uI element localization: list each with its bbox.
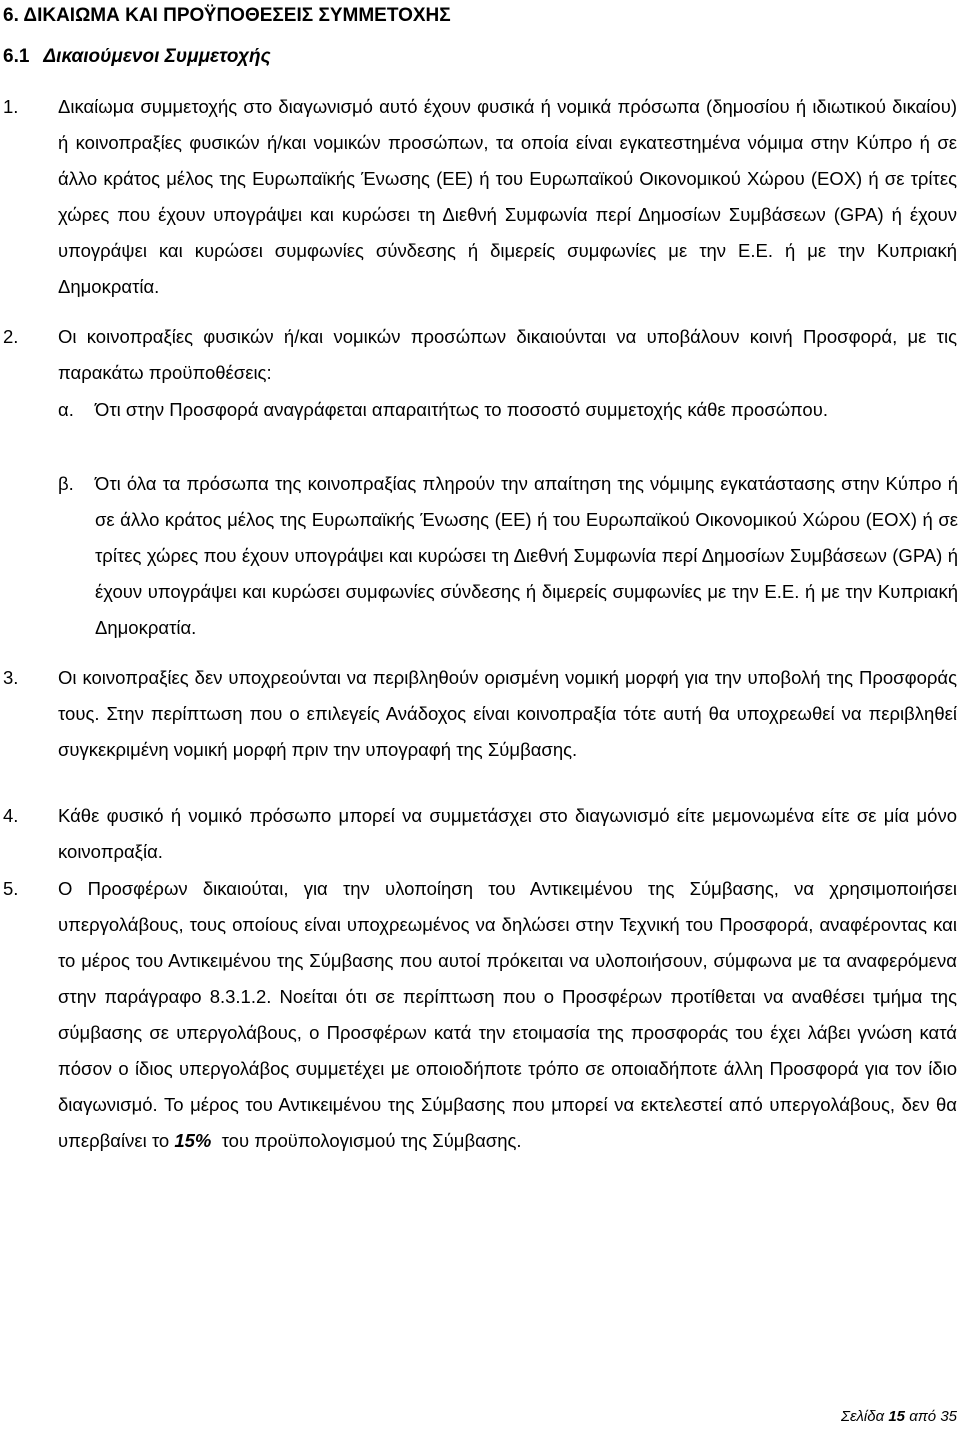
list-item-number: 2. [3,326,19,347]
list-item-3 [3,660,957,768]
sub-item-text: Ότι στην Προσφορά αναγράφεται απαραιτήτως το ποσοστό συμμετοχής κάθε προσώπου. [95,399,828,420]
list-item-number: 3. [3,667,19,688]
subsection-heading [3,45,271,69]
sub-item-text: Ότι όλα τα πρόσωπα της κοινοπραξίας πληρούν την απαίτηση της νόμιμης εγκατάστασης στην Κύπρο ή σε άλλο κράτος μέλος της Ευρωπαϊκής Ένωσης (ΕΕ) ή του Ευρωπαϊκού Οικονομικού Χώρου (ΕΟΧ) ή σε τρίτες χώρες που έχουν υπογράψει και κυρώσει τη Διεθνή Συμφωνία περί Δημοσίων Συμβάσεων (GPA) ή έχουν υπογράψει και κυρώσει συμφωνίες σύνδεσης ή διμερείς συμφωνίες με την Ε.Ε. ή με την Κυπριακή Δημοκρατία. [95,473,958,638]
section-heading: 6. ΔΙΚΑΙΩΜΑ ΚΑΙ ΠΡΟΫΠΟΘΕΣΕΙΣ ΣΥΜΜΕΤΟΧΗΣ [3,5,451,26]
footer-prefix: Σελίδα [840,1408,885,1425]
subsection-title: Δικαιούμενοι Συμμετοχής [43,46,271,67]
page-footer [841,1408,957,1426]
sub-item-b [58,466,958,646]
list-item-text-tail: του προϋπολογισμού της Σύμβασης. [211,1130,522,1151]
list-item-5 [3,871,957,1159]
sub-item-number: α. [58,399,74,420]
sub-item-number: β. [58,473,74,494]
list-item-number: 5. [3,878,19,899]
footer-page-number: 15 [888,1408,906,1425]
list-item-text-main: Ο Προσφέρων δικαιούται, για την υλοποίηση του Αντικειμένου της Σύμβασης, να χρησιμοποιήσει υπεργολάβους, τους οποίους είναι υποχρεωμένος να δηλώσει στην Τεχνική του Προσφορά, αναφέροντας και το μέρος του Αντικειμένου της Σύμβασης που αυτοί πρόκειται να υλοποιήσουν, σύμφωνα με τα αναφερόμενα στην παράγραφο 8.3.1.2. Νοείται ότι σε περίπτωση που ο Προσφέρων προτίθεται να αναθέσει τμήμα της σύμβασης σε υπεργολάβους, ο Προσφέρων κατά την ετοιμασία της προσφοράς του έχει λάβει γνώση κατά πόσον ο ίδιος υπεργολάβος συμμετέχει με οποιοδήποτε τρόπο σε οποιαδήποτε άλλη Προσφορά για τον ίδιο διαγωνισμό. Το μέρος του Αντικειμένου της Σύμβασης που μπορεί να εκτελεστεί από υπεργολάβους, δεν θα υπερβαίνει το [58,878,957,1151]
list-item-text: Δικαίωμα συμμετοχής στο διαγωνισμό αυτό έχουν φυσικά ή νομικά πρόσωπα (δημοσίου ή ιδιωτικού δικαίου) ή κοινοπραξίες φυσικών ή/και νομικών προσώπων, τα οποία είναι εγκατεστημένα νόμιμα στην Κύπρο ή σε άλλο κράτος μέλος της Ευρωπαϊκής Ένωσης (ΕΕ) ή του Ευρωπαϊκού Οικονομικού Χώρου (ΕΟΧ) ή σε τρίτες χώρες που έχουν υπογράψει και κυρώσει τη Διεθνή Συμφωνία περί Δημοσίων Συμβάσεων (GPA) ή έχουν υπογράψει και κυρώσει συμφωνίες σύνδεσης ή διμερείς συμφωνίες με την Ε.Ε. ή με την Κυπριακή Δημοκρατία. [58,96,957,297]
list-item-text [58,871,957,1159]
list-item-1 [3,89,957,305]
list-item-text: Κάθε φυσικό ή νομικό πρόσωπο μπορεί να συμμετάσχει στο διαγωνισμό είτε μεμονωμένα είτε σε μία μόνο κοινοπραξία. [58,805,957,862]
list-item-4 [3,798,957,870]
list-item-number: 4. [3,805,19,826]
list-item-number: 1. [3,96,19,117]
list-item-text: Οι κοινοπραξίες φυσικών ή/και νομικών προσώπων δικαιούνται να υποβάλουν κοινή Προσφορά, με τις παρακάτω προϋποθέσεις: [58,326,957,383]
list-item-2 [3,319,957,391]
subsection-number: 6.1 [3,46,30,67]
list-item-text: Οι κοινοπραξίες δεν υποχρεούνται να περιβληθούν ορισμένη νομική μορφή για την υποβολή της Προσφοράς τους. Στην περίπτωση που ο επιλεγείς Ανάδοχος είναι κοινοπραξία τότε αυτή θα υποχρεωθεί να περιβληθεί συγκεκριμένη νομική μορφή πριν την υπογραφή της Σύμβασης. [58,667,957,760]
sub-item-a [58,392,958,428]
footer-total-pages: 35 [940,1408,957,1425]
emphasis-percentage: 15% [174,1130,212,1151]
footer-of: από [909,1408,937,1425]
